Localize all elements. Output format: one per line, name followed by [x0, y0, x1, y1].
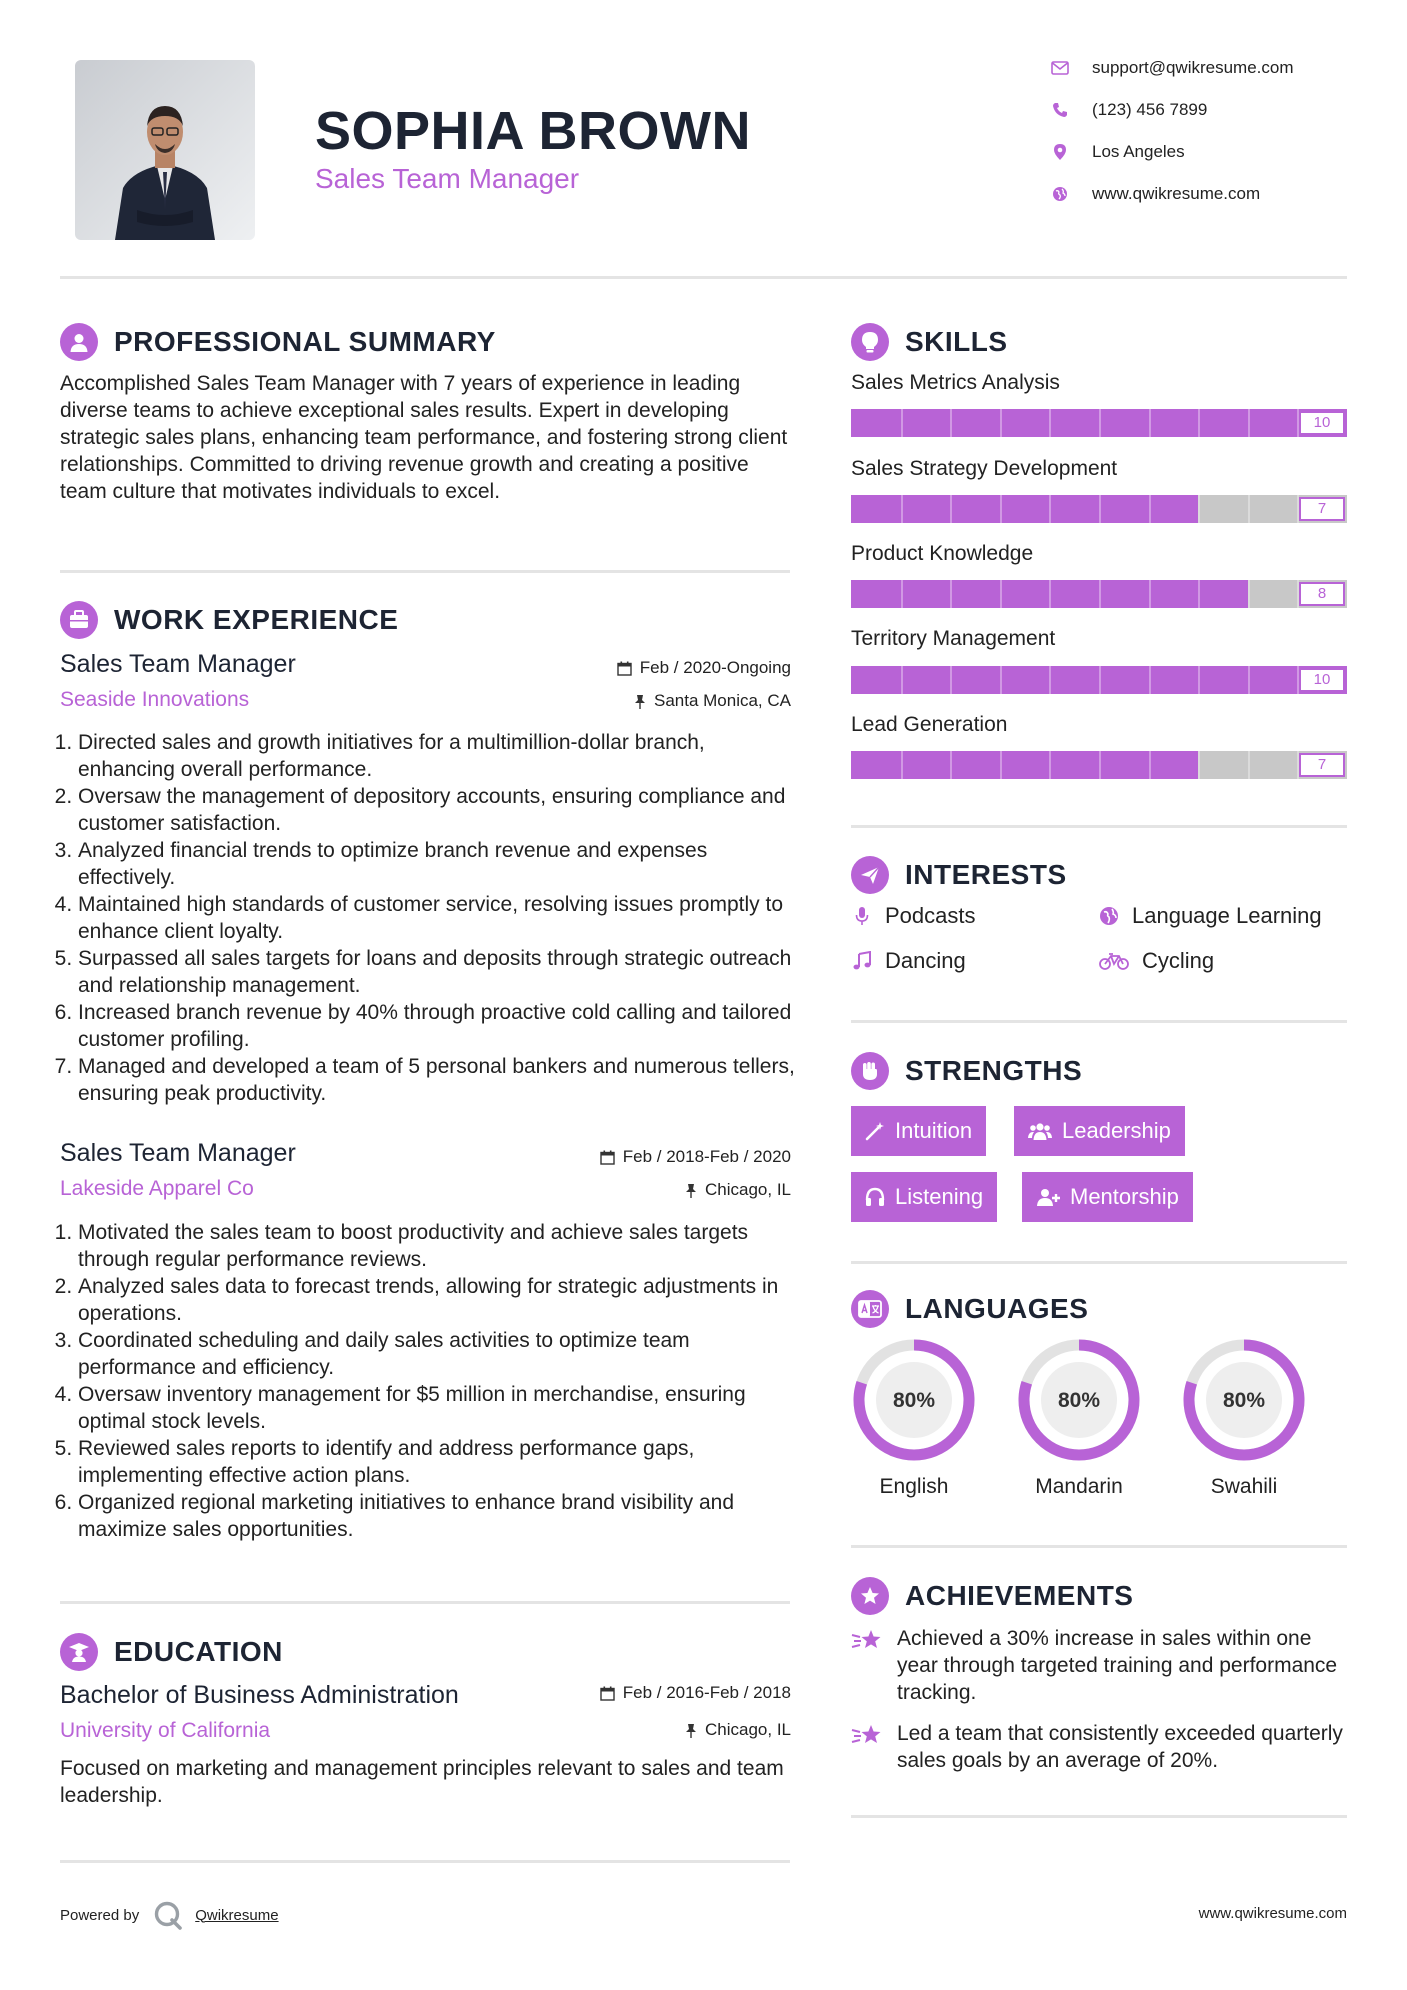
- bicycle-icon: [1098, 950, 1130, 972]
- skill-2-bar: [851, 495, 1347, 523]
- job-1-date: [617, 658, 791, 678]
- skill-segment-divider: [1198, 751, 1200, 779]
- education-location-text: Chicago, IL: [705, 1720, 791, 1739]
- skill-segment-divider: [1149, 666, 1151, 694]
- education-date: [600, 1683, 791, 1703]
- language-2-name: Mandarin: [1035, 1475, 1123, 1498]
- shooting-star-icon: [851, 1722, 885, 1774]
- skill-segment-divider: [901, 751, 903, 779]
- job-2-responsibilities: [60, 1219, 800, 1543]
- map-pin-icon: [1050, 142, 1070, 162]
- skill-segment-divider: [1099, 495, 1101, 523]
- strength-chip-intuition: [851, 1106, 986, 1156]
- header-divider: [60, 276, 1347, 279]
- skill-segment-divider: [1049, 751, 1051, 779]
- music-note-icon: [851, 950, 873, 972]
- contact-location: [1050, 142, 1185, 162]
- phone-icon: [1050, 100, 1070, 120]
- skill-2-fill: [851, 495, 1198, 523]
- list-item: 1. Motivated the sales team to boost productivity and achieve sales targets through regular performance reviews.: [78, 1219, 800, 1273]
- skill-segment-divider: [901, 666, 903, 694]
- headphones-icon: [865, 1187, 885, 1207]
- interest-dancing: [851, 948, 966, 974]
- education-date-text: Feb / 2016-Feb / 2018: [622, 1683, 791, 1702]
- strengths-title: STRENGTHS: [905, 1055, 1083, 1086]
- contact-email-text: support@qwikresume.com: [1092, 58, 1294, 77]
- calendar-icon: [600, 1150, 615, 1165]
- contact-phone-text: (123) 456 7899: [1092, 100, 1208, 119]
- achievements-divider: [851, 1815, 1347, 1818]
- users-icon: [1028, 1121, 1052, 1141]
- job-2-date-text: Feb / 2018-Feb / 2020: [622, 1147, 791, 1166]
- skill-segment-divider: [1149, 495, 1151, 523]
- briefcase-icon: [60, 601, 98, 639]
- skill-segment-divider: [1198, 495, 1200, 523]
- skill-segment-divider: [1000, 666, 1002, 694]
- strengths-heading: [851, 1052, 1082, 1090]
- list-item: 2. Oversaw the management of depository accounts, ensuring compliance and customer satisfaction.: [78, 783, 800, 837]
- education-school: University of California: [60, 1719, 271, 1742]
- raised-fist-icon: [851, 1052, 889, 1090]
- skill-1-bar: [851, 409, 1347, 437]
- skill-3-name: Product Knowledge: [851, 542, 1034, 565]
- skill-segment-divider: [1198, 409, 1200, 437]
- skill-segment-divider: [901, 409, 903, 437]
- language-2-gauge: [1016, 1337, 1142, 1463]
- language-icon: [851, 1290, 889, 1328]
- language-3-gauge: [1181, 1337, 1307, 1463]
- contact-phone[interactable]: [1050, 100, 1207, 120]
- interest-label: Dancing: [885, 948, 966, 973]
- contact-website[interactable]: [1050, 184, 1260, 204]
- skill-segment-divider: [1198, 580, 1200, 608]
- list-item: 5. Reviewed sales reports to identify and address performance gaps, implementing effective action plans.: [78, 1435, 800, 1489]
- job-1-responsibilities: [60, 729, 800, 1107]
- skill-segment-divider: [1049, 580, 1051, 608]
- interest-label: Cycling: [1142, 948, 1215, 973]
- skill-1-name: Sales Metrics Analysis: [851, 371, 1060, 394]
- interest-podcasts: [851, 903, 976, 929]
- job-1-location-text: Santa Monica, CA: [653, 691, 791, 710]
- contact-location-text: Los Angeles: [1092, 142, 1185, 161]
- achievements-title: ACHIEVEMENTS: [905, 1580, 1134, 1611]
- list-item: 6. Organized regional marketing initiatives to enhance brand visibility and maximize sales opportunities.: [78, 1489, 800, 1543]
- education-heading: [60, 1633, 283, 1671]
- language-1-percent: 80%: [892, 1389, 936, 1412]
- job-1-company: Seaside Innovations: [60, 688, 250, 711]
- skill-segment-divider: [1248, 495, 1250, 523]
- job-1-title: Sales Team Manager: [60, 650, 296, 678]
- skill-segment-divider: [1099, 580, 1101, 608]
- list-item: 4. Maintained high standards of customer service, resolving issues promptly to enhance client loyalty.: [78, 891, 800, 945]
- strength-label: Listening: [895, 1184, 984, 1209]
- strength-chip-listening: [851, 1172, 997, 1222]
- skill-segment-divider: [1049, 409, 1051, 437]
- skill-segment-divider: [950, 580, 952, 608]
- summary-heading: [60, 323, 496, 361]
- microphone-icon: [851, 905, 873, 927]
- list-item: 1. Directed sales and growth initiatives for a multimillion-dollar branch, enhancing overall performance.: [78, 729, 800, 783]
- skill-segment-divider: [1049, 495, 1051, 523]
- language-3-percent: 80%: [1222, 1389, 1266, 1412]
- strengths-divider: [851, 1261, 1347, 1264]
- pushpin-icon: [685, 1723, 697, 1738]
- skill-segment-divider: [1149, 580, 1151, 608]
- strength-label: Mentorship: [1070, 1184, 1179, 1209]
- skill-segment-divider: [950, 751, 952, 779]
- skill-segment-divider: [1149, 751, 1151, 779]
- summary-text: Accomplished Sales Team Manager with 7 years of experience in leading diverse teams to achieve exceptional sales results. Expert in developing strategic sales plans, enhancing team performance, and fostering strong client relationships. Committed to driving revenue growth and creating a positive team culture that motivates individuals to excel.: [60, 372, 788, 503]
- calendar-icon: [617, 661, 632, 676]
- globe-icon: [1050, 184, 1070, 204]
- skill-segment-divider: [1099, 666, 1101, 694]
- skill-4-bar: [851, 666, 1347, 694]
- interest-label: Language Learning: [1132, 903, 1322, 928]
- footer-url[interactable]: www.qwikresume.com: [1198, 1905, 1347, 1922]
- education-title: EDUCATION: [114, 1636, 283, 1667]
- skill-segment-divider: [1099, 409, 1101, 437]
- contact-email[interactable]: [1050, 58, 1294, 78]
- skill-segment-divider: [950, 666, 952, 694]
- footer-powered-by: [60, 1900, 279, 1930]
- interests-title: INTERESTS: [905, 859, 1067, 890]
- skill-4-name: Territory Management: [851, 627, 1056, 650]
- strength-label: Intuition: [895, 1118, 973, 1143]
- globe-icon: [1098, 905, 1120, 927]
- skill-segment-divider: [1000, 409, 1002, 437]
- skill-5-value: 7: [1299, 753, 1345, 777]
- skill-2-name: Sales Strategy Development: [851, 457, 1118, 480]
- skill-segment-divider: [1099, 751, 1101, 779]
- shooting-star-icon: [851, 1627, 885, 1706]
- user-icon: [60, 323, 98, 361]
- work-title: WORK EXPERIENCE: [114, 604, 399, 635]
- job-2-location: [685, 1180, 791, 1200]
- achievement-2: [851, 1720, 1351, 1774]
- paper-plane-icon: [851, 856, 889, 894]
- list-item: 7. Managed and developed a team of 5 personal bankers and numerous tellers, ensuring peak productivity.: [78, 1053, 800, 1107]
- skill-5-name: Lead Generation: [851, 713, 1008, 736]
- skill-segment-divider: [1000, 580, 1002, 608]
- achievements-heading: [851, 1577, 1133, 1615]
- star-badge-icon: [851, 1577, 889, 1615]
- skill-3-bar: [851, 580, 1347, 608]
- user-plus-icon: [1036, 1187, 1060, 1207]
- candidate-title: Sales Team Manager: [315, 163, 580, 194]
- skill-segment-divider: [1248, 580, 1250, 608]
- list-item: 4. Oversaw inventory management for $5 million in merchandise, ensuring optimal stock levels.: [78, 1381, 800, 1435]
- achievement-1: [851, 1625, 1351, 1706]
- language-1-gauge: [851, 1337, 977, 1463]
- skills-heading: [851, 323, 1008, 361]
- powered-by-text: Powered by: [60, 1906, 140, 1924]
- contact-website-text: www.qwikresume.com: [1092, 184, 1261, 203]
- list-item: 3. Analyzed financial trends to optimize branch revenue and expenses effectively.: [78, 837, 800, 891]
- languages-title: LANGUAGES: [905, 1293, 1089, 1324]
- skills-divider: [851, 825, 1347, 828]
- strength-chip-leadership: [1014, 1106, 1185, 1156]
- envelope-icon: [1050, 58, 1070, 78]
- calendar-icon: [600, 1686, 615, 1701]
- education-location: [685, 1720, 791, 1740]
- languages-heading: [851, 1290, 1088, 1328]
- skill-segment-divider: [1000, 495, 1002, 523]
- graduate-icon: [60, 1633, 98, 1671]
- skill-segment-divider: [1000, 751, 1002, 779]
- skill-segment-divider: [901, 495, 903, 523]
- skill-1-value: 10: [1299, 411, 1345, 435]
- skill-5-bar: [851, 751, 1347, 779]
- skill-segment-divider: [1149, 409, 1151, 437]
- language-2-percent: 80%: [1057, 1389, 1101, 1412]
- list-item: 6. Increased branch revenue by 40% through proactive cold calling and tailored customer profiling.: [78, 999, 800, 1053]
- summary-divider: [60, 570, 790, 573]
- education-degree: Bachelor of Business Administration: [60, 1681, 459, 1709]
- skill-segment-divider: [1248, 409, 1250, 437]
- skill-segment-divider: [1248, 751, 1250, 779]
- list-item: 5. Surpassed all sales targets for loans and deposits through strategic outreach and relationship management.: [78, 945, 800, 999]
- job-1-location: [634, 691, 791, 711]
- skill-5-fill: [851, 751, 1198, 779]
- list-item: 3. Coordinated scheduling and daily sales activities to optimize team performance and efficiency.: [78, 1327, 800, 1381]
- list-item: 2. Analyzed sales data to forecast trends, allowing for strategic adjustments in operations.: [78, 1273, 800, 1327]
- interest-language-learning: [1098, 903, 1322, 929]
- qwikresume-logo-icon: [153, 1900, 183, 1930]
- job-2-company: Lakeside Apparel Co: [60, 1177, 254, 1200]
- pushpin-icon: [634, 694, 646, 709]
- skill-segment-divider: [950, 495, 952, 523]
- language-3-name: Swahili: [1210, 1475, 1278, 1498]
- skill-segment-divider: [1198, 666, 1200, 694]
- job-2-title: Sales Team Manager: [60, 1139, 296, 1167]
- achievement-text: Achieved a 30% increase in sales within one year through targeted training and performance tracking.: [897, 1627, 1338, 1704]
- interest-cycling: [1098, 948, 1214, 974]
- achievement-text: Led a team that consistently exceeded quarterly sales goals by an average of 20%.: [897, 1722, 1343, 1772]
- magic-wand-icon: [865, 1121, 885, 1141]
- skill-3-value: 8: [1299, 582, 1345, 606]
- strength-chip-mentorship: [1022, 1172, 1193, 1222]
- interests-divider: [851, 1020, 1347, 1023]
- skill-segment-divider: [1248, 666, 1250, 694]
- job-2-location-text: Chicago, IL: [705, 1180, 791, 1199]
- candidate-name: SOPHIA BROWN: [315, 101, 751, 161]
- work-heading: [60, 601, 398, 639]
- skill-4-value: 10: [1299, 668, 1345, 692]
- languages-divider: [851, 1545, 1347, 1548]
- language-1-name: English: [879, 1475, 949, 1498]
- education-description: Focused on marketing and management principles relevant to sales and team leadership.: [60, 1757, 784, 1807]
- education-divider: [60, 1860, 790, 1863]
- skills-title: SKILLS: [905, 326, 1008, 357]
- skill-2-value: 7: [1299, 497, 1345, 521]
- job-2-date: [600, 1147, 791, 1167]
- strength-label: Leadership: [1062, 1118, 1171, 1143]
- pushpin-icon: [685, 1183, 697, 1198]
- summary-title: PROFESSIONAL SUMMARY: [114, 326, 496, 357]
- qwikresume-link[interactable]: Qwikresume: [195, 1906, 279, 1924]
- skill-segment-divider: [950, 409, 952, 437]
- skill-segment-divider: [1049, 666, 1051, 694]
- interest-label: Podcasts: [885, 903, 976, 928]
- skill-segment-divider: [901, 580, 903, 608]
- work-divider: [60, 1601, 790, 1604]
- interests-heading: [851, 856, 1067, 894]
- job-1-date-text: Feb / 2020-Ongoing: [639, 658, 791, 677]
- lightbulb-icon: [851, 323, 889, 361]
- profile-photo: [75, 60, 255, 240]
